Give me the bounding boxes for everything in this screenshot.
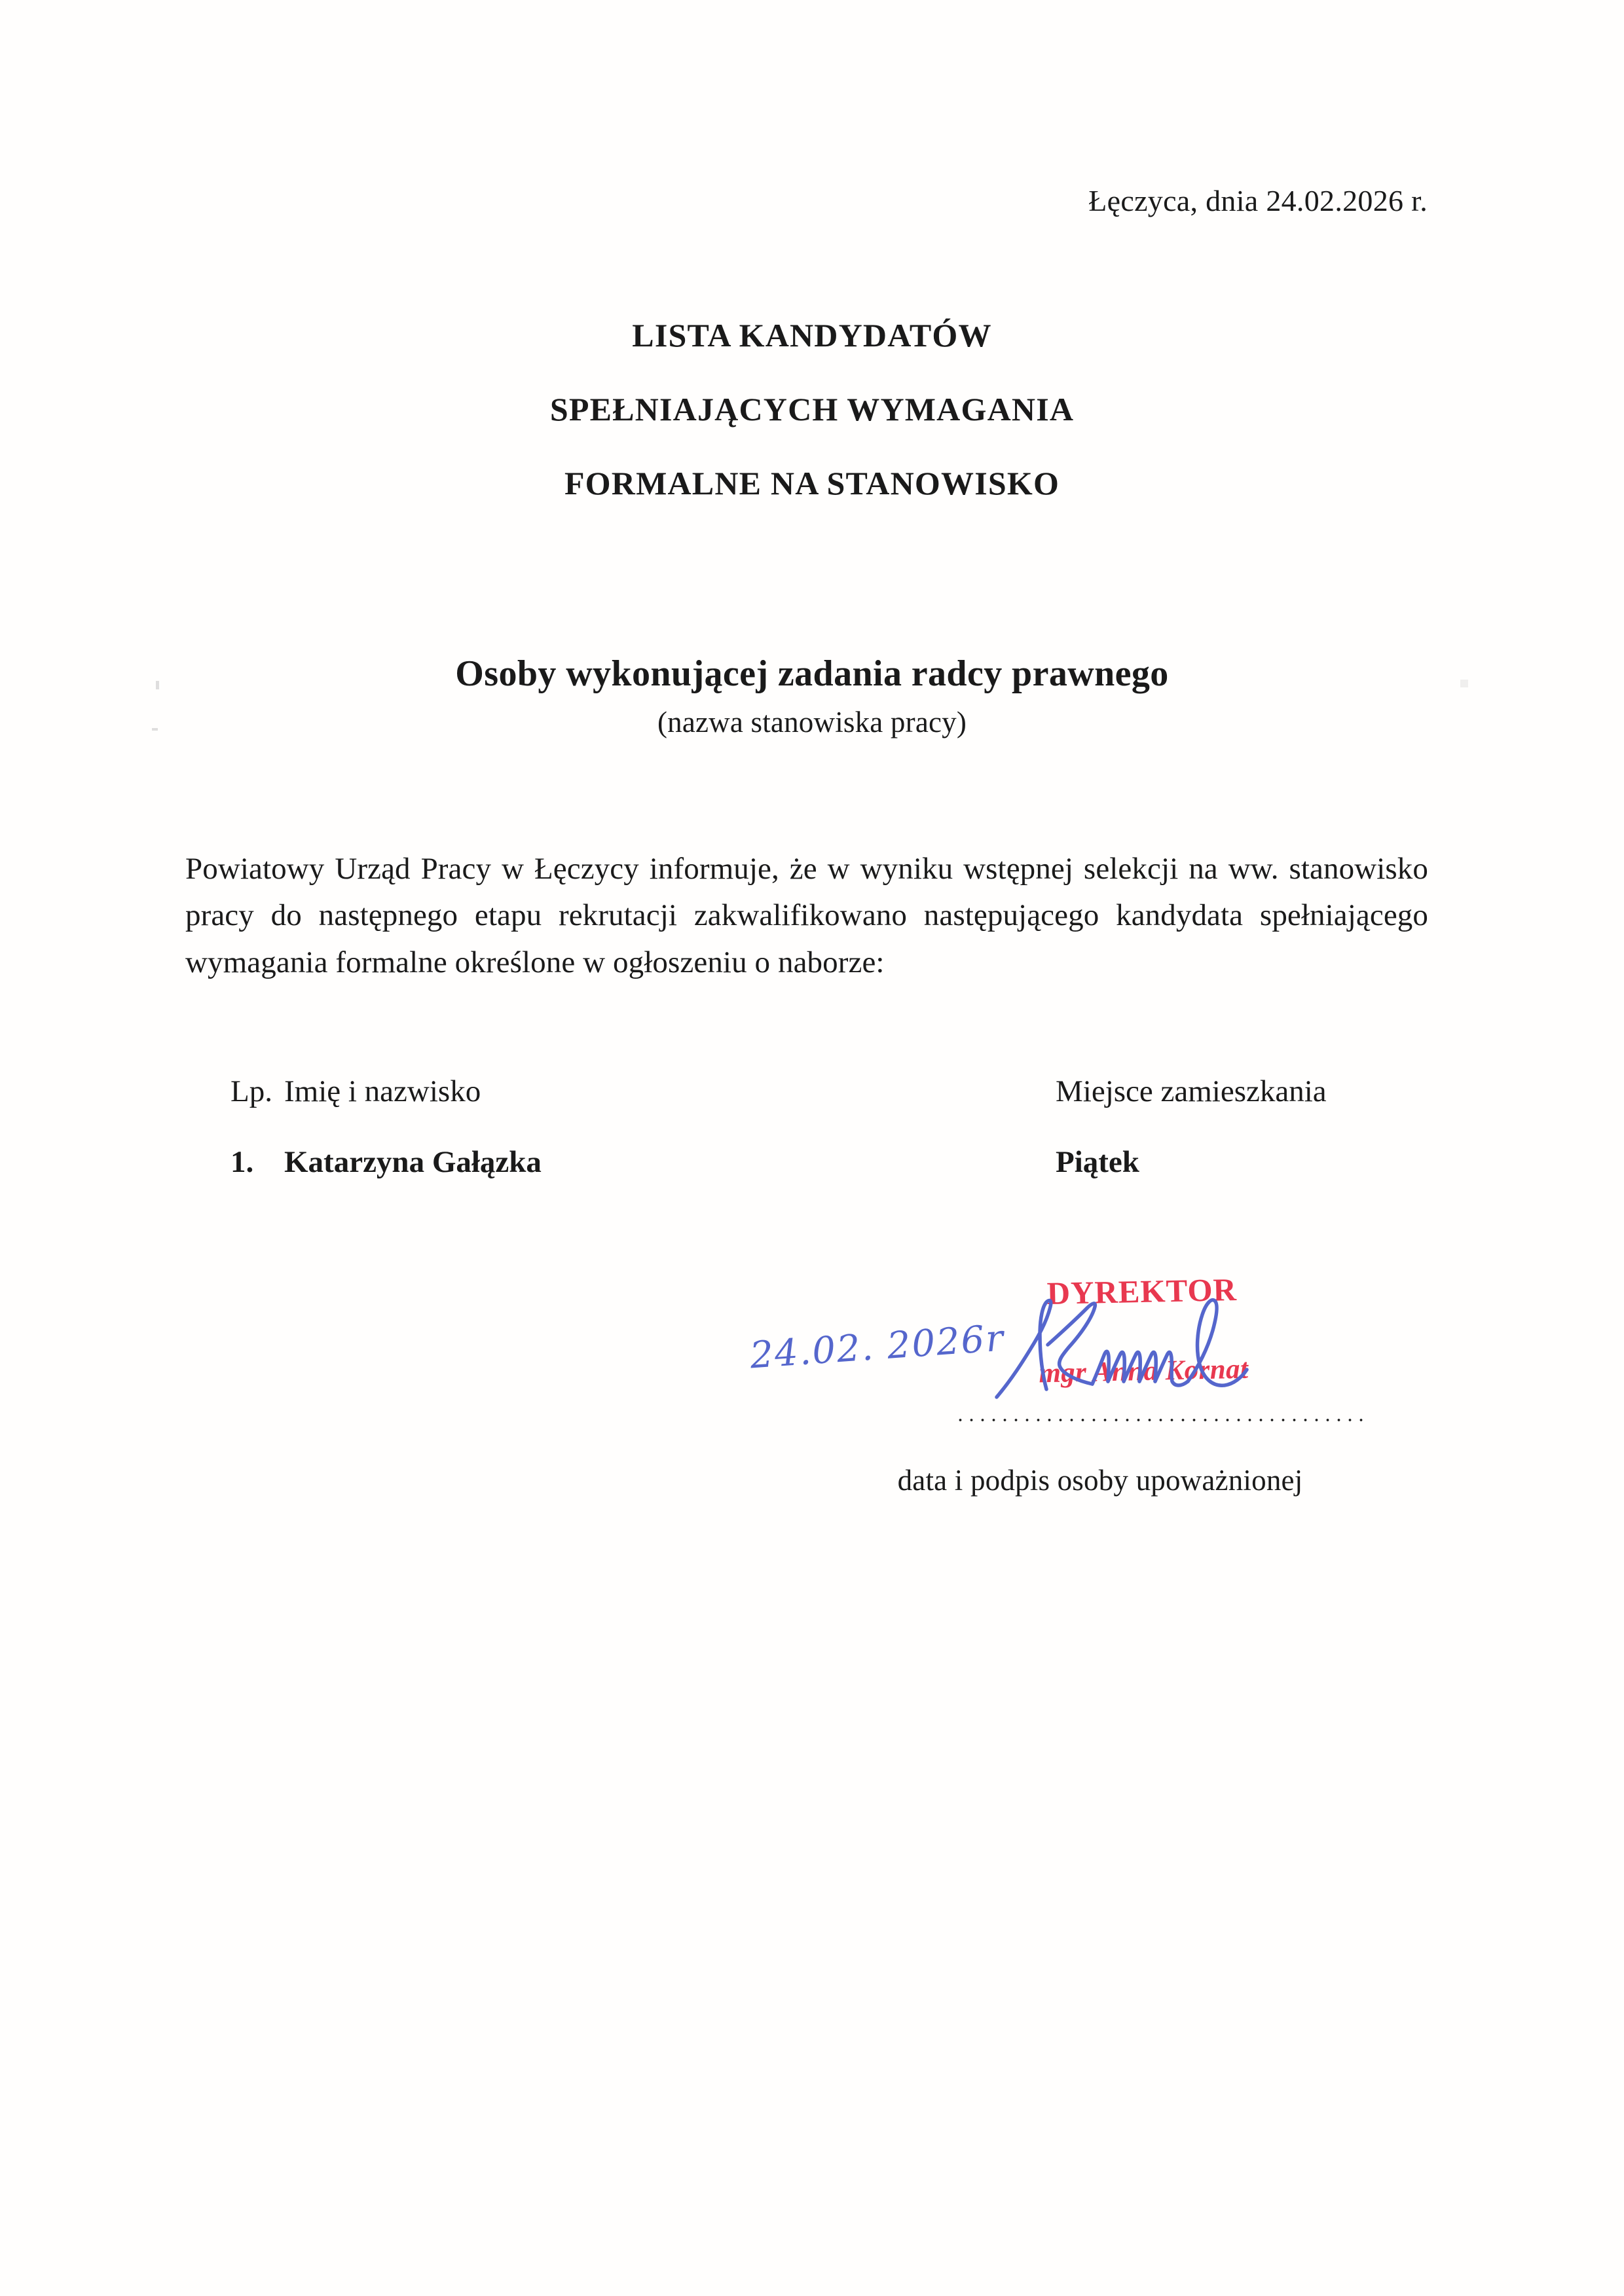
row-residence: Piątek	[1056, 1145, 1139, 1179]
table-header-left	[231, 1074, 481, 1109]
row-lp: 1.	[231, 1145, 254, 1179]
signature-area	[707, 1264, 1493, 1539]
signature-dotted-line	[955, 1415, 1367, 1425]
document-heading	[0, 319, 1624, 541]
heading-line-1: LISTA KANDYDATÓW	[632, 317, 992, 354]
table-row	[0, 1144, 1624, 1215]
header-name: Imię i nazwisko	[284, 1074, 481, 1108]
stamp-name: mgr Anna Kornat	[1038, 1353, 1249, 1389]
candidates-table	[0, 1074, 1624, 1215]
position-caption: (nazwa stanowiska pracy)	[657, 705, 967, 738]
position-title: Osoby wykonującej zadania radcy prawnego	[455, 653, 1169, 694]
body-paragraph: Powiatowy Urząd Pracy w Łęczycy informuje, że w wyniku wstępnej selekcji na ww. stanowisko pracy do następnego etapu rekrutacji zakwalifikowano następującego kandydata spełniającego wymagania formalne określone w ogłoszeniu o naborze:	[185, 852, 1428, 979]
handwritten-date: 24.02. 2026r	[748, 1317, 1006, 1377]
table-header-row	[0, 1074, 1624, 1144]
signature-caption: data i podpis osoby upoważnionej	[897, 1464, 1303, 1497]
position-block	[0, 655, 1624, 739]
handwritten-signature	[982, 1282, 1283, 1413]
row-name: Katarzyna Gałązka	[284, 1145, 542, 1179]
heading-line-3: FORMALNE NA STANOWISKO	[564, 465, 1060, 501]
header-residence: Miejsce zamieszkania	[1056, 1074, 1327, 1108]
heading-line-2: SPEŁNIAJĄCYCH WYMAGANIA	[549, 391, 1075, 428]
header-lp: Lp.	[231, 1074, 272, 1108]
stamp-title: DYREKTOR	[1046, 1271, 1238, 1312]
table-row-left	[231, 1144, 542, 1180]
document-date: Łęczyca, dnia 24.02.2026 r.	[1088, 184, 1428, 217]
